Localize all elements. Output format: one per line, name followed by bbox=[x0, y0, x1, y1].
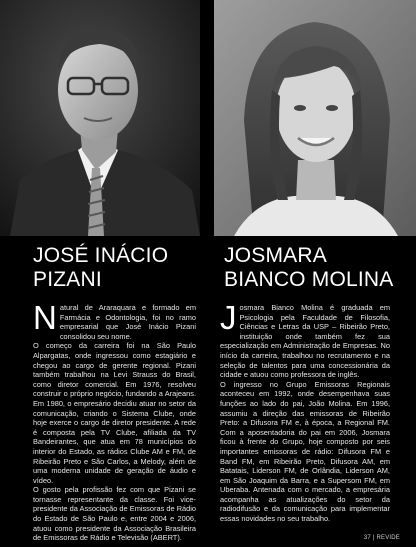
portrait-josmara-image bbox=[214, 0, 416, 236]
bio-paragraph: O gosto pela profissão fez com que Pizani se tornasse representante da classe. Foi vice-presidente da Associação de Emissoras de Rádio do Estado de São Paulo e, entre 2004 e 2006, atuou como presidente da Associação Brasileira de Emissoras de Rádio e Televisão (ABERT). bbox=[33, 485, 196, 543]
bio-column-josmara bbox=[220, 299, 390, 524]
name-heading-josmara bbox=[224, 244, 414, 292]
name-heading-jose bbox=[33, 244, 209, 292]
page-footer: 37 | REVIDE bbox=[363, 535, 400, 541]
bio-paragraph: O começo da carreira foi na São Paulo Alpargatas, onde ingressou como estagiário e chegou ao cargo de gerente regional. Pizani também trabalhou na Levi Strauss do Brasil, como diretor comercial. Em 1976, resolveu construir o próprio negócio, fundando a Arajeans. Em 1980, o empresário decidiu atuar no setor da comunicação, criando o Sistema Clube, onde hoje exerce o cargo de diretor presidente. A rede é composta pela TV Clube, afiliada da TV Bandeirantes, que atua em 78 municípios do interior do Estado, as rádios Clube AM e FM, de Ribeirão Preto e São Carlos, a Melody, além de uma moderna unidade de geração de áudio e vídeo. bbox=[33, 341, 196, 485]
bio-paragraph: Josmara Bianco Molina é graduada em Psicologia pela Faculdade de Filosofia, Ciências e Letras da USP – Ribeirão Preto, instituição onde também fez sua especialização em Administração de Empresas. No início da carreira, trabalhou no recrutamento e na seleção de talentos para uma concessionária da cidade e atuou como professora de inglês. bbox=[220, 299, 390, 380]
name-line-1: JOSMARA bbox=[224, 244, 327, 267]
name-line-2: PIZANI bbox=[33, 268, 102, 291]
portrait-jose-image bbox=[0, 0, 200, 236]
name-line-2: BIANCO MOLINA bbox=[224, 268, 394, 291]
name-line-1: JOSÉ INÁCIO bbox=[33, 244, 169, 267]
drop-cap: N bbox=[33, 299, 57, 336]
drop-cap: J bbox=[220, 299, 237, 336]
bio-column-jose bbox=[33, 299, 196, 543]
bio-paragraph: Natural de Araraquara e formado em Farmácia e Odontologia, foi no ramo empresarial que José Inácio Pizani consolidou seu nome. bbox=[33, 299, 196, 341]
portrait-josmara-bianco-molina bbox=[214, 0, 416, 236]
portrait-jose-inacio-pizani bbox=[0, 0, 200, 236]
bio-paragraph: O ingresso no Grupo Emissoras Regionais aconteceu em 1992, onde desempenhava suas funções ao lado do pai, João Molina. Em 1996, assumiu a direção das emissoras de Ribeirão Preto: a Difusora FM e, à época, a Regional FM. Com a aposentadoria do pai em 2006, Josmara ficou à frente do Grupo, hoje composto por seis importantes emissoras de rádio: Difusora FM e Band FM, em Ribeirão Preto, Difusora AM, em Batatais, Liderson FM, de Orlândia, Liderson AM, em São Joaquim da Barra, e a Supersom FM, em Uberaba. Antenada com o mercado, a empresária acompanha as atualizações do setor da radiodifusão e da comunicação para implementar essas novidades no seu trabalho. bbox=[220, 379, 390, 524]
